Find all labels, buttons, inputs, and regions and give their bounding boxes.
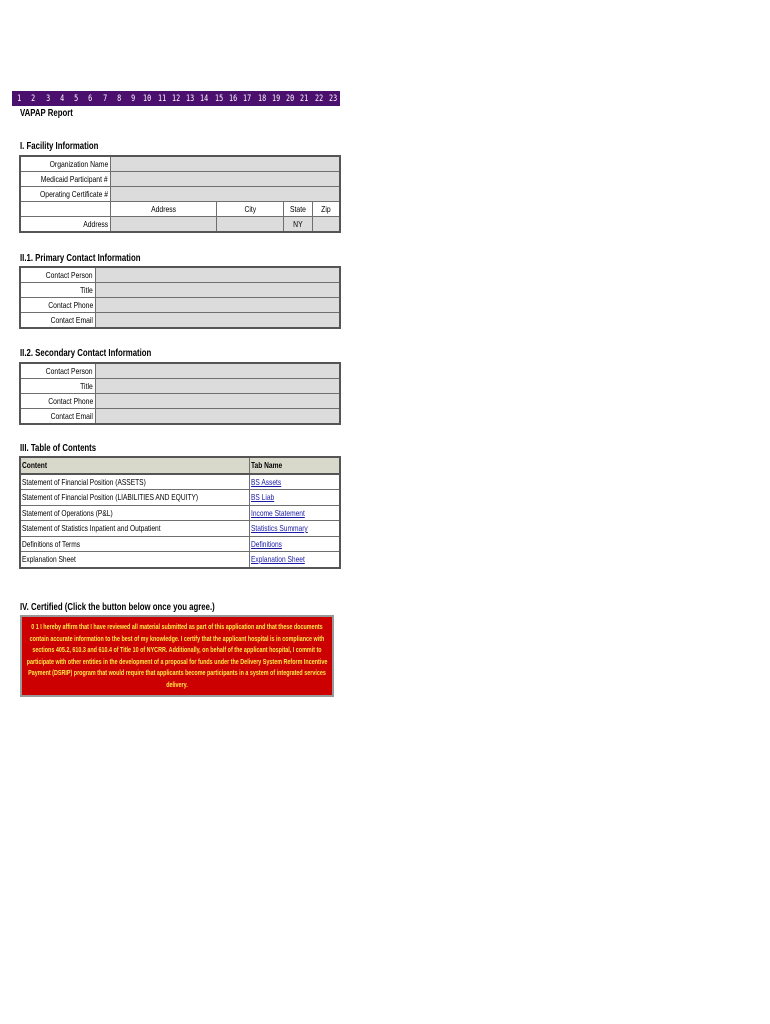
certify-text-line: 0 1 I hereby affirm that I have reviewed all material submitted as part of this application and that these documents: [31, 622, 323, 631]
column-number: 2: [31, 93, 36, 104]
op-cert-label: Operating Certificate #: [20, 187, 111, 202]
column-number: 10: [143, 93, 152, 104]
certify-text-line: Payment (DSRIP) program that would require that applicants become participants in a system of integrated services: [28, 668, 326, 677]
toc-table: [19, 456, 341, 569]
column-number: 21: [300, 93, 309, 104]
secondary-contact-heading: II.2. Secondary Contact Information: [20, 348, 152, 359]
toc-row: [20, 536, 340, 552]
toc-content-cell: Explanation Sheet: [20, 552, 249, 568]
primary-email-label: Contact Email: [20, 313, 96, 329]
secondary-email-label: Contact Email: [20, 409, 96, 425]
primary-phone-label: Contact Phone: [20, 298, 96, 313]
blank-cell: [20, 202, 111, 217]
column-number: 14: [200, 93, 209, 104]
secondary-contact-table: [19, 362, 341, 425]
certify-text-line: sections 405.2, 610.3 and 610.4 of Title 10 of NYCRR. Additionally, on behalf of the applicant hospital, I commit to: [32, 645, 322, 654]
toc-row: [20, 490, 340, 506]
toc-content-header: Content: [20, 457, 249, 474]
column-number: 16: [229, 93, 238, 104]
column-number: 6: [88, 93, 93, 104]
facility-table: [19, 155, 341, 233]
toc-content-cell: Definitions of Terms: [20, 536, 249, 552]
secondary-contact-person-label: Contact Person: [20, 363, 96, 379]
city-header: City: [216, 202, 283, 217]
toc-heading: III. Table of Contents: [20, 443, 97, 454]
medicaid-input[interactable]: [111, 172, 340, 187]
certify-text-line: contain accurate information to the best of my knowledge. I certify that the applicant hospital is in compliance with: [29, 633, 325, 643]
address-label: Address: [20, 217, 111, 233]
toc-content-cell: Statement of Operations (P&L): [20, 505, 249, 521]
toc-tab-header: Tab Name: [249, 457, 340, 474]
city-input[interactable]: [216, 217, 283, 233]
column-number-bar: [12, 91, 340, 106]
column-number: 17: [243, 93, 252, 104]
column-number: 18: [257, 93, 266, 104]
column-number: 20: [286, 93, 295, 104]
toc-tab-cell: [249, 505, 340, 521]
column-number: 11: [157, 93, 166, 104]
primary-contact-person-input[interactable]: [96, 267, 341, 283]
column-number: 19: [271, 93, 280, 104]
column-number: 9: [131, 93, 136, 104]
report-title: VAPAP Report: [20, 108, 73, 119]
address-input[interactable]: [111, 217, 217, 233]
primary-title-label: Title: [20, 283, 96, 298]
address-header: Address: [111, 202, 217, 217]
toc-content-cell: Statement of Financial Position (LIABILITIES AND EQUITY): [20, 490, 249, 506]
toc-tab-cell: [249, 490, 340, 506]
secondary-title-input[interactable]: [96, 379, 341, 394]
toc-content-cell: Statement of Financial Position (ASSETS): [20, 474, 249, 490]
primary-email-input[interactable]: [96, 313, 341, 329]
op-cert-input[interactable]: [111, 187, 340, 202]
column-number: 22: [314, 93, 323, 104]
certify-text-line: participate with other entities in the development of a proposal for funds under the Delivery System Reform Incentive: [26, 656, 328, 666]
column-number: 13: [186, 93, 195, 104]
zip-input[interactable]: [312, 217, 340, 233]
secondary-phone-label: Contact Phone: [20, 394, 96, 409]
secondary-phone-input[interactable]: [96, 394, 341, 409]
toc-row: [20, 474, 340, 490]
toc-tab-link[interactable]: Definitions: [250, 538, 282, 549]
toc-tab-link[interactable]: Explanation Sheet: [250, 554, 305, 565]
column-number: 7: [102, 93, 107, 104]
toc-row: [20, 521, 340, 537]
toc-content-cell: Statement of Statistics Inpatient and Outpatient: [20, 521, 249, 537]
toc-tab-cell: [249, 521, 340, 537]
toc-row: [20, 552, 340, 568]
primary-contact-heading: II.1. Primary Contact Information: [20, 253, 141, 264]
column-number: 8: [116, 93, 122, 104]
toc-tab-link[interactable]: Income Statement: [250, 507, 305, 518]
column-number: 23: [328, 93, 338, 104]
column-number: 15: [214, 93, 223, 104]
certify-text-line: delivery.: [166, 679, 188, 689]
column-number: 5: [74, 93, 79, 104]
org-name-label: Organization Name: [20, 156, 111, 172]
secondary-contact-person-input[interactable]: [96, 363, 341, 379]
column-number: 4: [59, 93, 64, 104]
toc-tab-link[interactable]: Statistics Summary: [250, 523, 308, 534]
org-name-input[interactable]: [111, 156, 340, 172]
primary-title-input[interactable]: [96, 283, 341, 298]
facility-heading: I. Facility Information: [20, 141, 99, 152]
toc-tab-link[interactable]: BS Liab: [250, 492, 275, 503]
toc-tab-link[interactable]: BS Assets: [250, 476, 282, 487]
state-input[interactable]: NY: [284, 217, 312, 233]
column-number: 1: [17, 93, 22, 104]
toc-tab-cell: [249, 536, 340, 552]
column-number: 3: [45, 93, 50, 104]
primary-contact-table: [19, 266, 341, 329]
certify-button[interactable]: [20, 615, 334, 697]
primary-phone-input[interactable]: [96, 298, 341, 313]
certified-heading: IV. Certified (Click the button below once you agree.): [20, 602, 215, 613]
zip-header: Zip: [312, 202, 340, 217]
toc-tab-cell: [249, 552, 340, 568]
state-header: State: [284, 202, 312, 217]
primary-contact-person-label: Contact Person: [20, 267, 96, 283]
secondary-email-input[interactable]: [96, 409, 341, 425]
medicaid-label: Medicaid Participant #: [20, 172, 111, 187]
toc-tab-cell: [249, 474, 340, 490]
toc-row: [20, 505, 340, 521]
secondary-title-label: Title: [20, 379, 96, 394]
column-number: 12: [171, 93, 181, 104]
